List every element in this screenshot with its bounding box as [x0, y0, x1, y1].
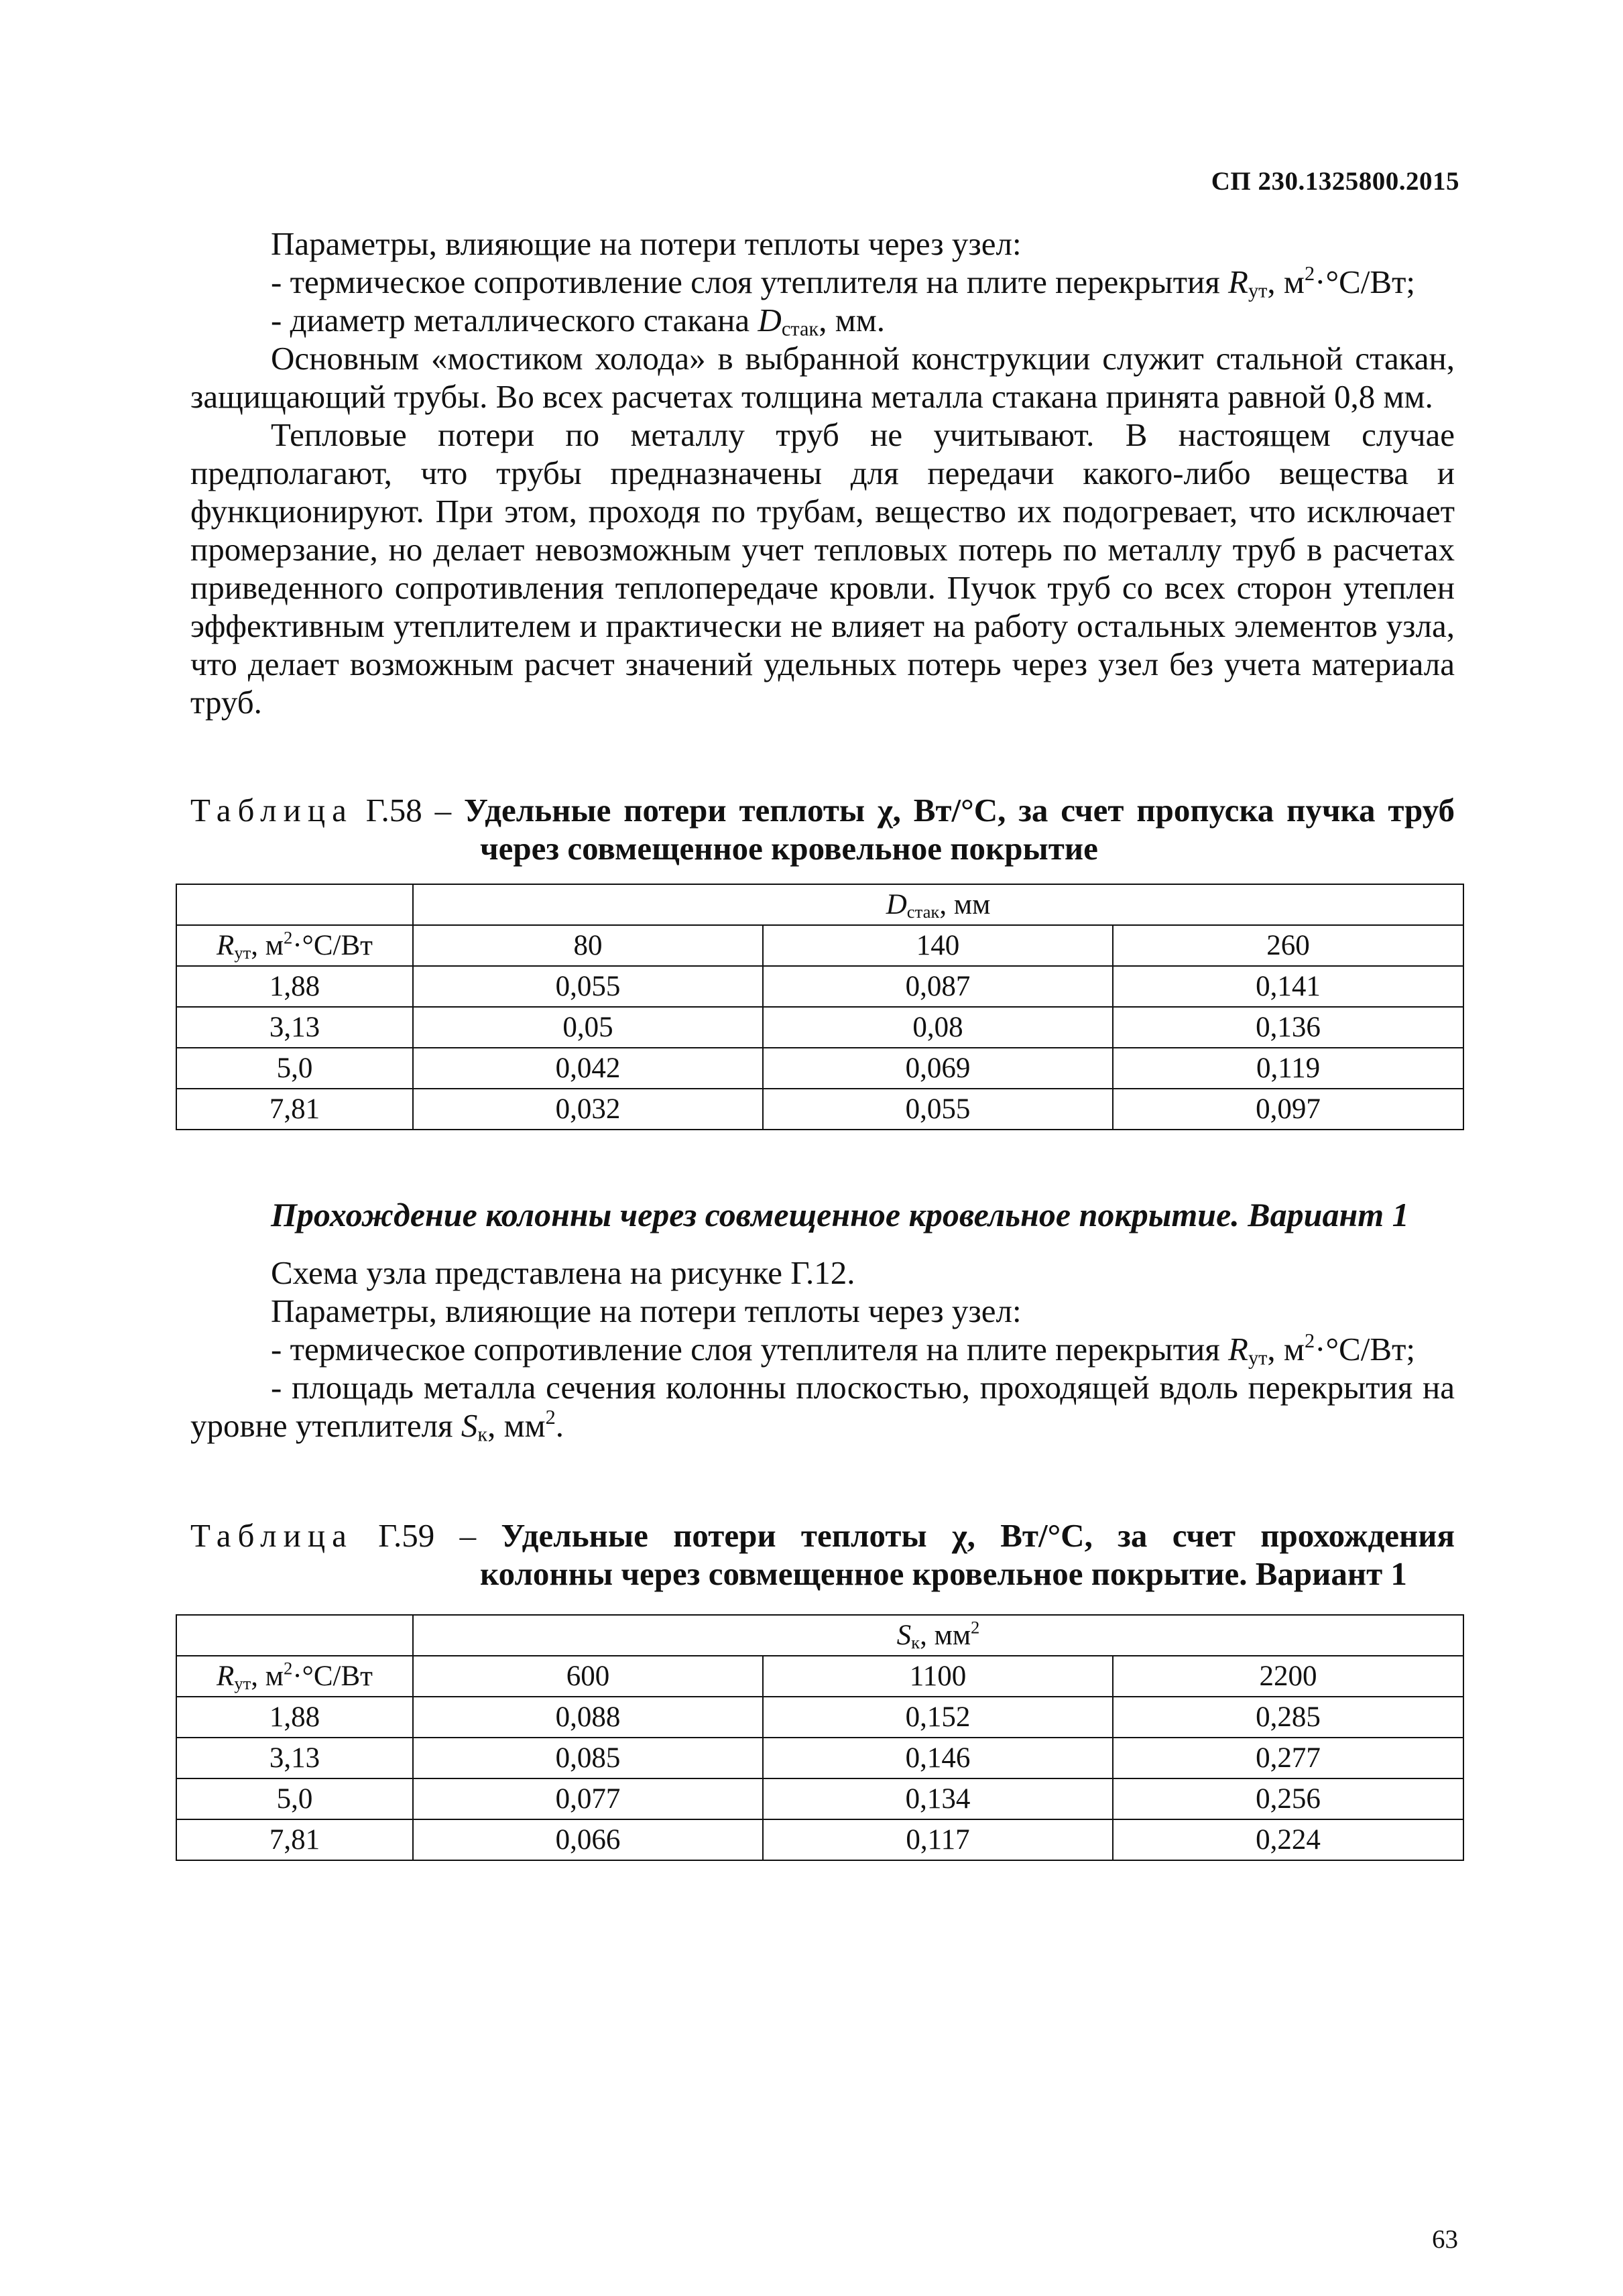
table-cell: 0,085 — [413, 1738, 763, 1778]
table-cell: 0,146 — [763, 1738, 1113, 1778]
column-header: 1100 — [763, 1656, 1113, 1697]
column-header: 260 — [1113, 925, 1463, 966]
table-cell: 7,81 — [176, 1089, 413, 1130]
table-cell: 1,88 — [176, 966, 413, 1007]
table-row — [176, 884, 1463, 925]
table-cell: 0,285 — [1113, 1697, 1463, 1738]
column-header: 140 — [763, 925, 1113, 966]
table-row — [176, 1738, 1463, 1778]
section-2-text — [190, 1254, 1455, 1445]
param-s-k: - площадь металла сечения колонны плоскостью, проходящей вдоль перекрытия на уровне утеплителя $S_к$, $мм^2$. — [190, 1369, 1455, 1446]
table-row — [176, 1656, 1463, 1697]
table-cell: 0,066 — [413, 1819, 763, 1860]
table-cell: 3,13 — [176, 1738, 413, 1778]
table-cell: 0,077 — [413, 1778, 763, 1819]
table-cell: 0,042 — [413, 1048, 763, 1089]
table-58 — [176, 884, 1464, 1130]
param-r-ut: - термическое сопротивление слоя утеплителя на плите перекрытия $R_{ут}$, $м^2\cdot^\circ С/Вт$; — [271, 1329, 1416, 1370]
table-cell: 0,117 — [763, 1819, 1113, 1860]
table-cell: 0,256 — [1113, 1778, 1463, 1819]
table-cell: 0,152 — [763, 1697, 1113, 1738]
table-cell: 1,88 — [176, 1697, 413, 1738]
table-row — [176, 966, 1463, 1007]
table-cell: 0,055 — [413, 966, 763, 1007]
section-2-heading: Прохождение колонны через совмещенное кровельное покрытие. Вариант 1 — [271, 1196, 1409, 1233]
table-cell: 0,141 — [1113, 966, 1463, 1007]
table-58-caption: Таблица Г.58 – Удельные потери теплоты χ, Вт/°С, за счет пропуска пучка труб через совмещенное кровельное покрытие — [190, 792, 1455, 867]
table-row — [176, 1007, 1463, 1048]
table-59-row-header: $R_{ут}$, $м^2\cdot^\circ С/Вт$ — [176, 1656, 413, 1697]
table-cell: 0,069 — [763, 1048, 1113, 1089]
column-header: 2200 — [1113, 1656, 1463, 1697]
param-d-stak: - диаметр металлического стакана $D_{стак}$, мм. — [271, 302, 885, 341]
table-cell: 0,119 — [1113, 1048, 1463, 1089]
table-row — [176, 1697, 1463, 1738]
table-cell: 0,087 — [763, 966, 1113, 1007]
table-cell: 0,032 — [413, 1089, 763, 1130]
table-cell: 7,81 — [176, 1819, 413, 1860]
table-cell: 0,08 — [763, 1007, 1113, 1048]
table-cell: 5,0 — [176, 1778, 413, 1819]
table-cell: 0,097 — [1113, 1089, 1463, 1130]
table-row — [176, 925, 1463, 966]
paragraph-cold-bridge: Основным «мостиком холода» в выбранной конструкции служит стальной стакан, защищающий трубы. Во всех расчетах толщина металла стакана принята равной 0,8 мм. — [190, 340, 1455, 415]
params-intro: Параметры, влияющие на потери теплоты через узел: — [271, 225, 1022, 262]
document-code: СП 230.1325800.2015 — [1211, 167, 1459, 196]
table-58-group-header: $D_{стак}$, мм — [413, 884, 1463, 925]
table-59-caption: Таблица Г.59 – Удельные потери теплоты χ, Вт/°С, за счет прохождения колонны через совмещенное кровельное покрытие. Вариант 1 — [190, 1517, 1455, 1592]
param-r-ut: - термическое сопротивление слоя утеплителя на плите перекрытия $R_{ут}$, $м^2\cdot^\circ С/Вт$; — [271, 262, 1416, 302]
table-cell: 0,134 — [763, 1778, 1113, 1819]
table-row — [176, 1615, 1463, 1656]
paragraph-pipe-losses: Тепловые потери по металлу труб не учитывают. В настоящем случае предполагают, что трубы предназначены для передачи какого-либо вещества и функционируют. При этом, проходя по трубам, вещество их подогревает, что исключает промерзание, но делает невозможным учет тепловых потерь по металлу труб в расчетах приведенного сопротивления теплопередаче кровли. Пучок труб со всех сторон утеплен эффективным утеплителем и практически не влияет на работу остальных элементов узла, что делает возможным расчет значений удельных потерь через узел без учета материала труб. — [190, 416, 1455, 721]
page-number: 63 — [1432, 2225, 1458, 2254]
table-cell: 0,055 — [763, 1089, 1113, 1130]
table-cell: 0,277 — [1113, 1738, 1463, 1778]
table-cell: 3,13 — [176, 1007, 413, 1048]
table-row — [176, 1048, 1463, 1089]
params-intro: Параметры, влияющие на потери теплоты через узел: — [271, 1292, 1022, 1329]
table-row — [176, 1089, 1463, 1130]
scheme-reference: Схема узла представлена на рисунке Г.12. — [271, 1254, 855, 1291]
section-1-text — [190, 225, 1455, 721]
table-cell: 5,0 — [176, 1048, 413, 1089]
table-row — [176, 1819, 1463, 1860]
column-header: 80 — [413, 925, 763, 966]
table-cell: 0,05 — [413, 1007, 763, 1048]
table-cell: 0,136 — [1113, 1007, 1463, 1048]
table-59 — [176, 1614, 1464, 1861]
table-58-row-header: $R_{ут}$, $м^2\cdot^\circ С/Вт$ — [176, 925, 413, 966]
table-cell: 0,224 — [1113, 1819, 1463, 1860]
table-row — [176, 1778, 1463, 1819]
column-header: 600 — [413, 1656, 763, 1697]
table-59-group-header: $S_к$, $мм^2$ — [413, 1615, 1463, 1656]
table-cell: 0,088 — [413, 1697, 763, 1738]
